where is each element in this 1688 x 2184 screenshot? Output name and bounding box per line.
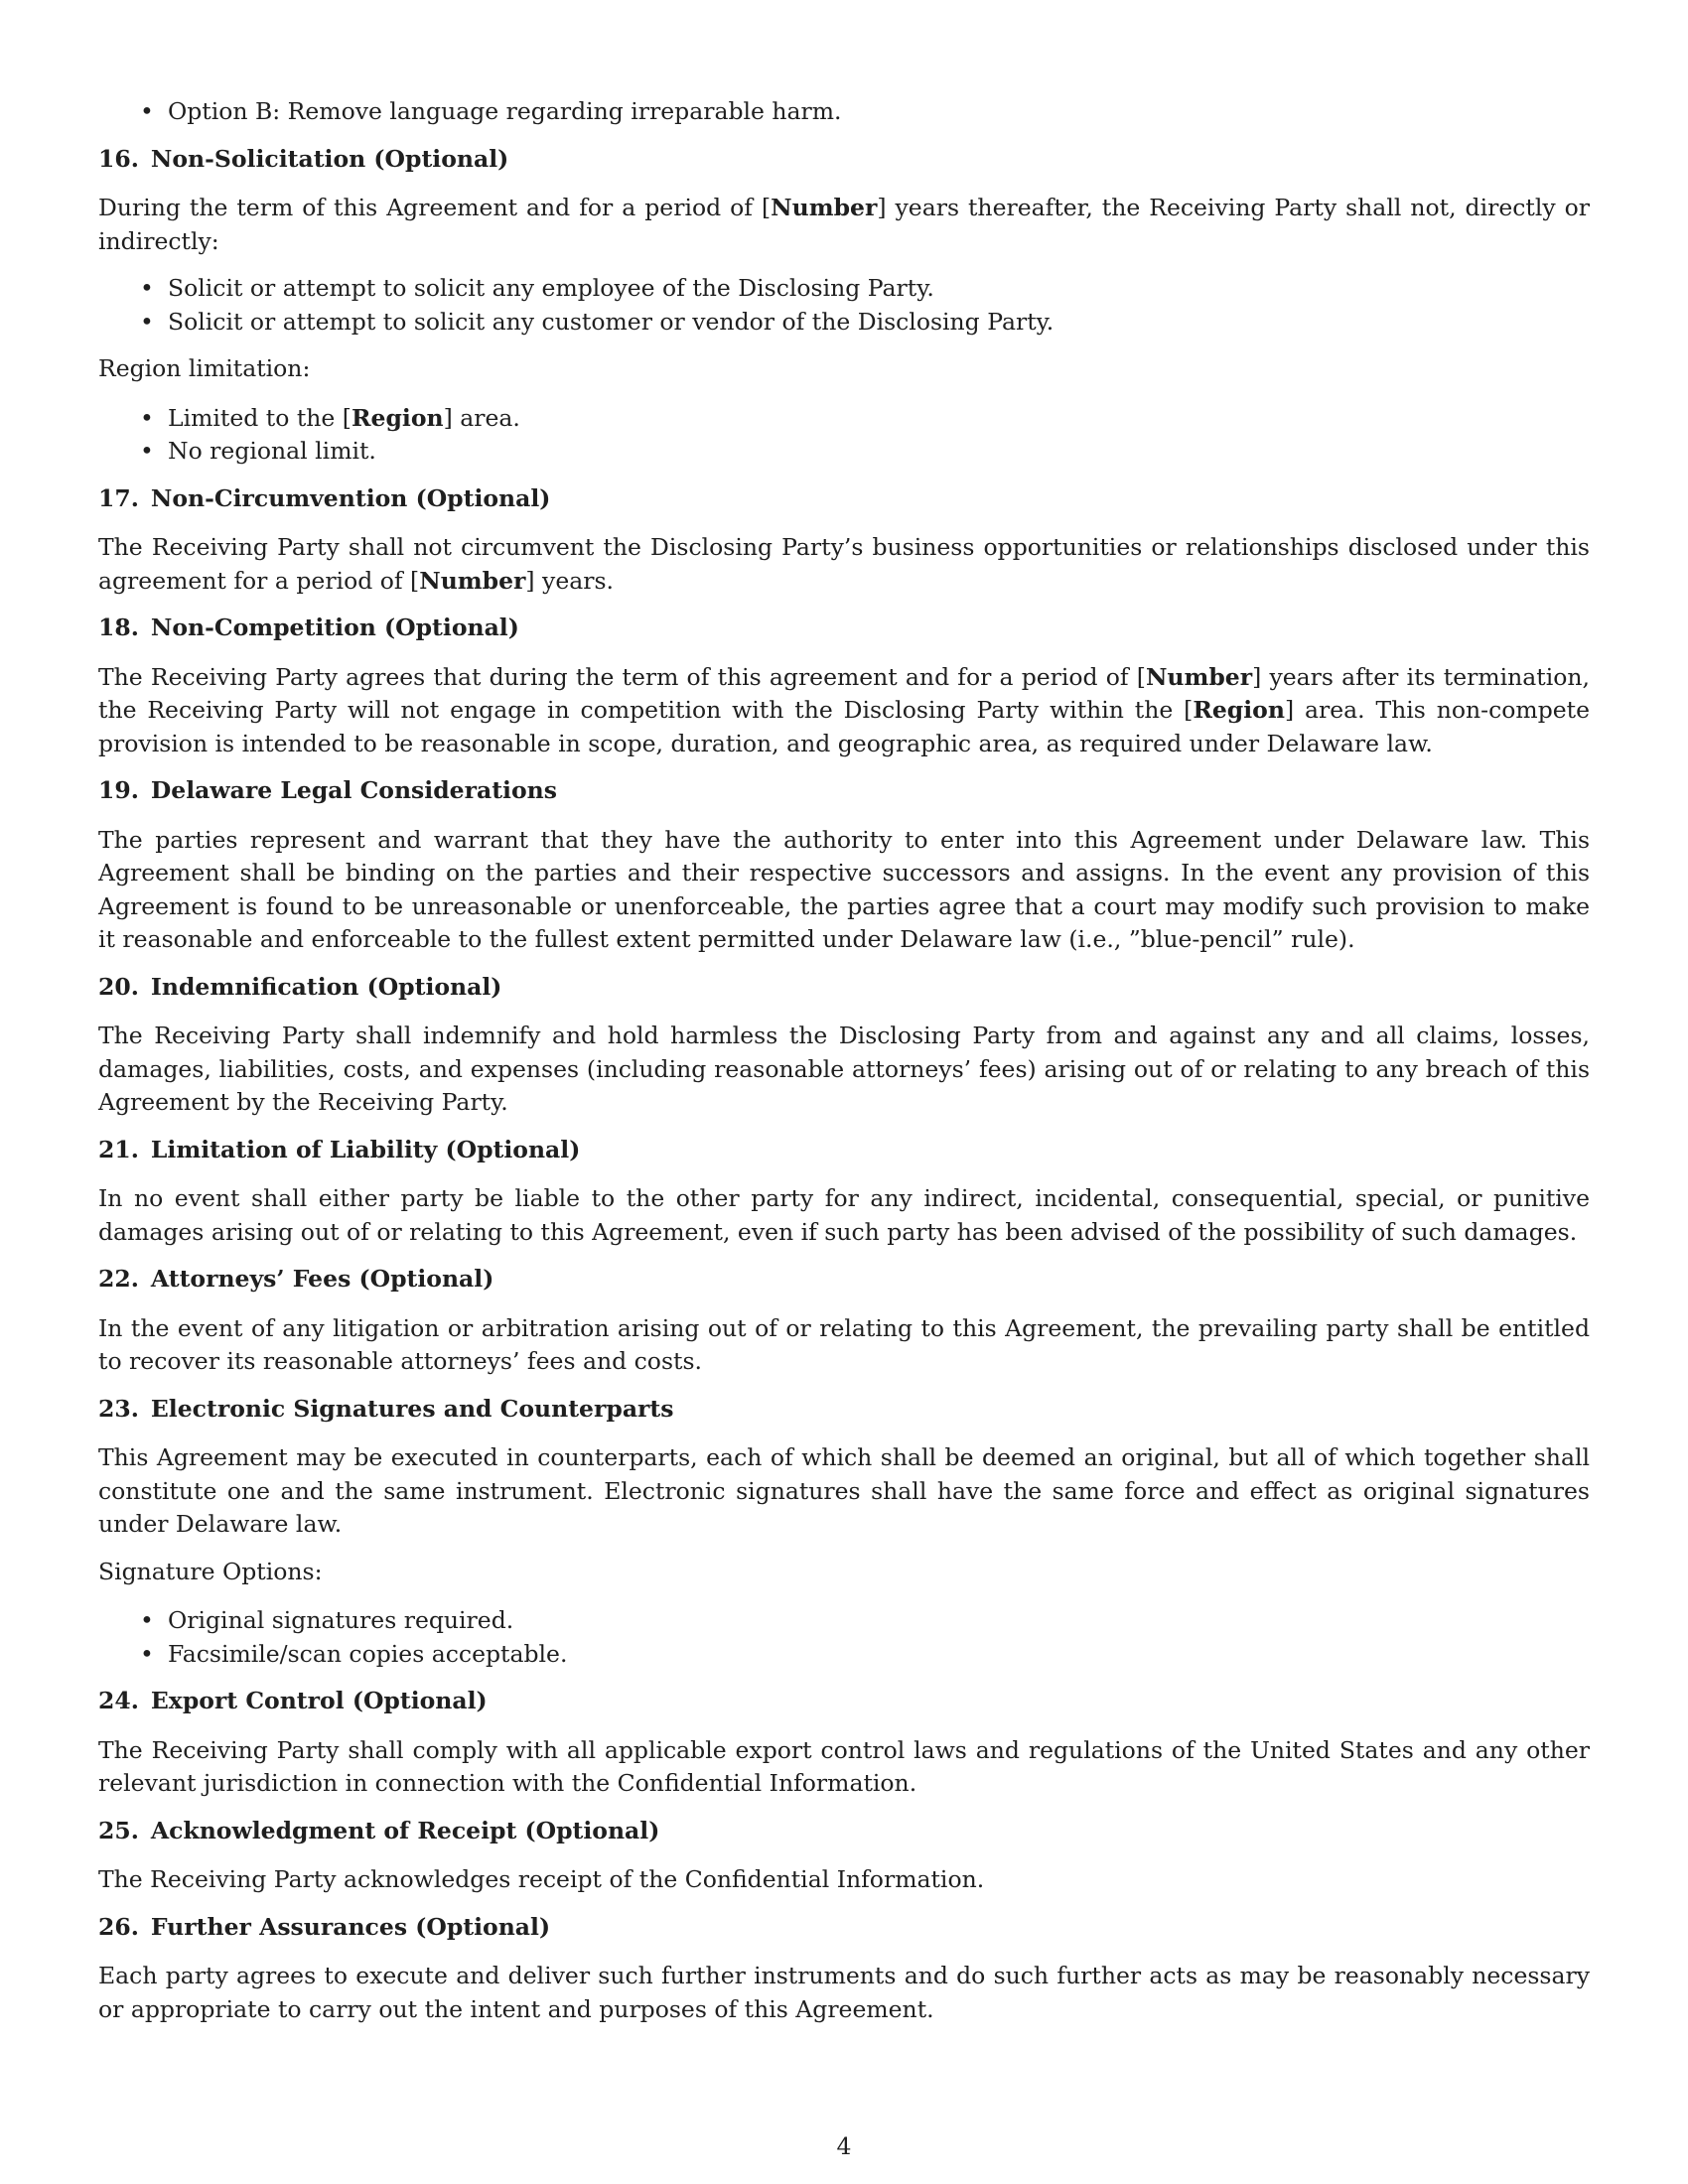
region-limitation-label: Region limitation: xyxy=(98,354,311,382)
section-number: 20. xyxy=(98,972,139,1001)
section-heading-24 xyxy=(98,1685,1590,1718)
section-heading-17 xyxy=(98,482,1590,516)
section-number: 24. xyxy=(98,1687,139,1714)
section-title: Further Assurances (Optional) xyxy=(150,1912,551,1941)
section-number: 21. xyxy=(98,1135,139,1163)
placeholder-number: Number xyxy=(419,566,526,595)
section-title: Non-Competition (Optional) xyxy=(150,614,519,641)
section-number: 19. xyxy=(98,776,139,804)
section-17-paragraph xyxy=(98,531,1590,598)
document-page xyxy=(98,95,1590,2040)
section-number: 25. xyxy=(98,1816,139,1844)
section-heading-23 xyxy=(98,1393,1590,1427)
signature-options-label: Signature Options: xyxy=(98,1557,323,1585)
section-title: Non-Circumvention (Optional) xyxy=(150,483,551,512)
text-run: ] years after its termination, the Receiving Party will not engage in competition with the Disclosing Party within the [ xyxy=(98,662,1591,724)
signature-options-list xyxy=(98,1604,1590,1671)
text-run: ] area. xyxy=(443,403,520,432)
placeholder-number: Number xyxy=(1145,662,1253,691)
section-heading-22 xyxy=(98,1263,1590,1297)
section-25-paragraph: The Receiving Party acknowledges receipt of the Confidential Information. xyxy=(98,1865,985,1893)
section-number: 23. xyxy=(98,1394,139,1423)
section-title: Delaware Legal Considerations xyxy=(150,776,557,804)
section-20-paragraph: The Receiving Party shall indemnify and hold harmless the Disclosing Party from and against any and all claims, losses, damages, liabilities, costs, and expenses (including reasonable attorneys’ fees) arising out of or relating to any breach of this Agreement by the Receiving Party. xyxy=(98,1022,1590,1116)
section-number: 26. xyxy=(98,1912,139,1941)
section-title: Indemnification (Optional) xyxy=(150,972,502,1001)
section-22-paragraph: In the event of any litigation or arbitration arising out of or relating to this Agreement, the prevailing party shall be entitled to recover its reasonable attorneys’ fees and costs. xyxy=(98,1313,1590,1375)
text-run: During the term of this Agreement and for a period of [ xyxy=(98,194,772,221)
section-heading-16 xyxy=(98,143,1590,177)
section-title: Limitation of Liability (Optional) xyxy=(150,1135,581,1163)
section-number: 18. xyxy=(98,614,139,641)
section-title: Non-Solicitation (Optional) xyxy=(150,144,509,173)
section-23-paragraph: This Agreement may be executed in counterparts, each of which shall be deemed an original, but all of which together shall constitute one and the same instrument. Electronic signatures shall have the same force and effect as original signatures under Delaware law. xyxy=(98,1443,1590,1538)
placeholder-region: Region xyxy=(1193,696,1285,724)
section-title: Attorneys’ Fees (Optional) xyxy=(150,1265,494,1293)
section-title: Export Control (Optional) xyxy=(150,1687,488,1714)
section-number: 17. xyxy=(98,483,139,512)
section-number: 16. xyxy=(98,144,139,173)
intro-bullet-list xyxy=(98,95,1590,129)
placeholder-region: Region xyxy=(351,403,444,432)
section-19-paragraph: The parties represent and warrant that they have the authority to enter into this Agreement under Delaware law. This Agreement shall be binding on the parties and their respective successors and assigns. In the event any provision of this Agreement is found to be unreasonable or unenforceable, the parties agree that a court may modify such provision to make it reasonable and enforceable to the fullest extent permitted under Delaware law (i.e., ”blue-pencil” rule). xyxy=(98,825,1590,953)
list-item: • No regional limit. xyxy=(98,435,1590,469)
section-26-paragraph: Each party agrees to execute and deliver such further instruments and do such further acts as may be reasonably necessary or appropriate to carry out the intent and purposes of this Agreement. xyxy=(98,1962,1590,2023)
section-heading-18 xyxy=(98,612,1590,645)
section-21-paragraph: In no event shall either party be liable to the other party for any indirect, incidental, consequential, special, or punitive damages arising out of or relating to this Agreement, even if such party has been advised of the possibility of such damages. xyxy=(98,1184,1590,1246)
page-number: 4 xyxy=(836,2132,852,2160)
text-run: ] area. This non-compete provision is intended to be reasonable in scope, duration, and geographic area, as required under Delaware law. xyxy=(98,696,1590,757)
list-item: • Original signatures required. xyxy=(98,1604,1590,1638)
text-run: The Receiving Party agrees that during the term of this agreement and for a period of [ xyxy=(98,662,1146,691)
section-16-paragraph xyxy=(98,192,1590,258)
section-title: Acknowledgment of Receipt (Optional) xyxy=(150,1816,660,1844)
list-item: • Solicit or attempt to solicit any employee of the Disclosing Party. xyxy=(98,272,1590,306)
section-heading-20 xyxy=(98,971,1590,1005)
section-number: 22. xyxy=(98,1265,139,1293)
text-run: Limited to the [ xyxy=(168,403,352,432)
region-bullet-list xyxy=(98,402,1590,469)
list-item: • Solicit or attempt to solicit any customer or vendor of the Disclosing Party. xyxy=(98,306,1590,340)
section-18-paragraph xyxy=(98,661,1590,761)
section-heading-19 xyxy=(98,774,1590,808)
section-heading-25 xyxy=(98,1815,1590,1848)
list-item xyxy=(98,402,1590,436)
section-heading-21 xyxy=(98,1134,1590,1167)
list-item: • Option B: Remove language regarding irreparable harm. xyxy=(98,95,1590,129)
list-item: • Facsimile/scan copies acceptable. xyxy=(98,1638,1590,1672)
text-run: ] years. xyxy=(525,566,615,595)
section-title: Electronic Signatures and Counterparts xyxy=(150,1394,674,1423)
section-16-bullet-list xyxy=(98,272,1590,339)
text-run: ] years thereafter, the Receiving Party shall not, directly or indirectly: xyxy=(98,194,1590,255)
section-24-paragraph: The Receiving Party shall comply with all applicable export control laws and regulations of the United States and any other relevant jurisdiction in connection with the Confidential Information. xyxy=(98,1735,1590,1797)
section-heading-26 xyxy=(98,1911,1590,1945)
text-run: The Receiving Party shall not circumvent the Disclosing Party’s business opportunities or relationships disclosed under this agreement for a period of [ xyxy=(98,533,1590,595)
placeholder-number: Number xyxy=(771,194,878,221)
